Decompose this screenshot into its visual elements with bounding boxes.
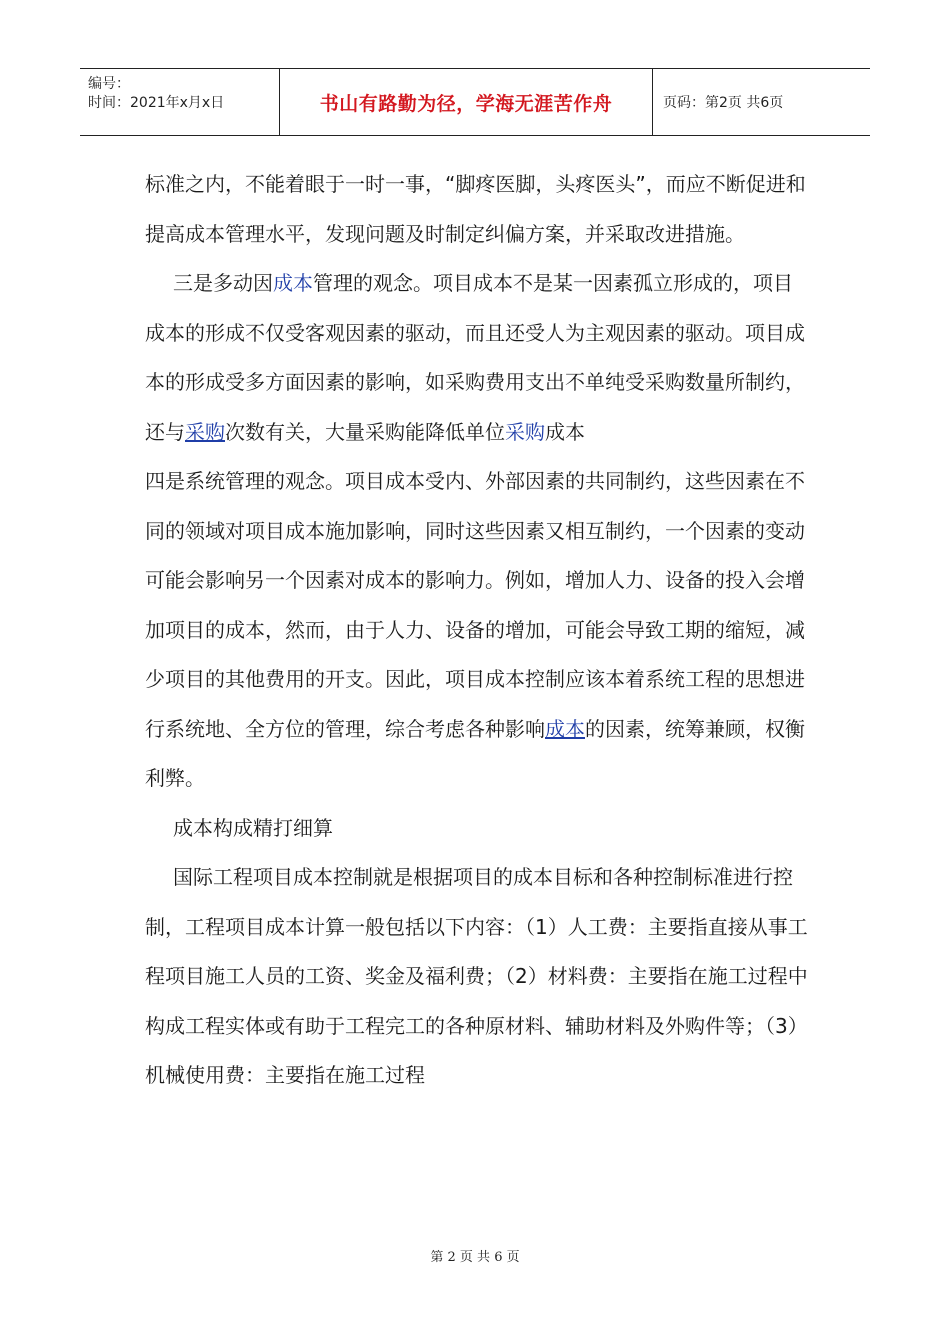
link-procurement-1[interactable]: 采购 [185, 419, 225, 444]
paragraph-2-text-c: 次数有关，大量采购能降低单位 [225, 419, 505, 444]
number-label: 编号： [88, 76, 130, 92]
paragraph-4: 国际工程项目成本控制就是根据项目的成本目标和各种控制标准进行控制，工程项目成本计算一般包括以下内容：（1）人工费：主要指直接从事工程项目施工人员的工资、奖金及福利费；（2）材料费：主要指在施工过程中构成工程实体或有助于工程完工的各种原材料、辅助材料及外购件等；（3）机械使用费：主要指在施工过程 [145, 865, 808, 1087]
paragraph-1: 标准之内，不能着眼于一时一事，“脚疼医脚，头疼医头”，而应不断促进和提高成本管理水平，发现问题及时制定纠偏方案，并采取改进措施。 [145, 172, 806, 246]
paragraph-2-text-b: 管理的观念。项目成本不是某一因素孤立形成的，项目成本的形成不仅受客观因素的驱动，而且还受人为主观因素的驱动。项目成本的形成受多方面因素的影响，如采购费用支出不单纯受采购数量所制约，还与 [145, 271, 805, 444]
document-body [145, 160, 810, 1101]
link-cost-1[interactable]: 成本 [273, 271, 313, 295]
paragraph-3-text-b: 的因素，统筹兼顾，权衡利弊。 [145, 716, 805, 790]
header-motto: 书山有路勤为径，学海无涯苦作舟 [319, 92, 613, 115]
link-cost-2[interactable]: 成本 [545, 716, 585, 741]
header-left-cell [80, 69, 280, 135]
header-page-info: 页码：第2页 共6页 [663, 95, 784, 111]
section-heading: 成本构成精打细算 [173, 815, 333, 840]
time-label: 时间：2021年x月x日 [88, 95, 225, 111]
paragraph-3 [145, 457, 810, 804]
document-header [80, 68, 870, 136]
header-motto-cell [280, 69, 653, 135]
header-page-cell [653, 69, 870, 135]
paragraph-2 [145, 259, 810, 457]
paragraph-2-text-a: 三是多动因 [173, 271, 273, 295]
page-footer: 第 2 页 共 6 页 [430, 1250, 520, 1265]
paragraph-2-text-d: 成本 [545, 419, 585, 444]
link-procurement-2[interactable]: 采购 [505, 419, 545, 444]
paragraph-3-text-a: 四是系统管理的观念。项目成本受内、外部因素的共同制约，这些因素在不同的领域对项目成本施加影响，同时这些因素又相互制约，一个因素的变动可能会影响另一个因素对成本的影响力。例如，增加人力、设备的投入会增加项目的成本，然而，由于人力、设备的增加，可能会导致工期的缩短，减少项目的其他费用的开支。因此，项目成本控制应该本着系统工程的思想进行系统地、全方位的管理，综合考虑各种影响 [145, 469, 805, 741]
